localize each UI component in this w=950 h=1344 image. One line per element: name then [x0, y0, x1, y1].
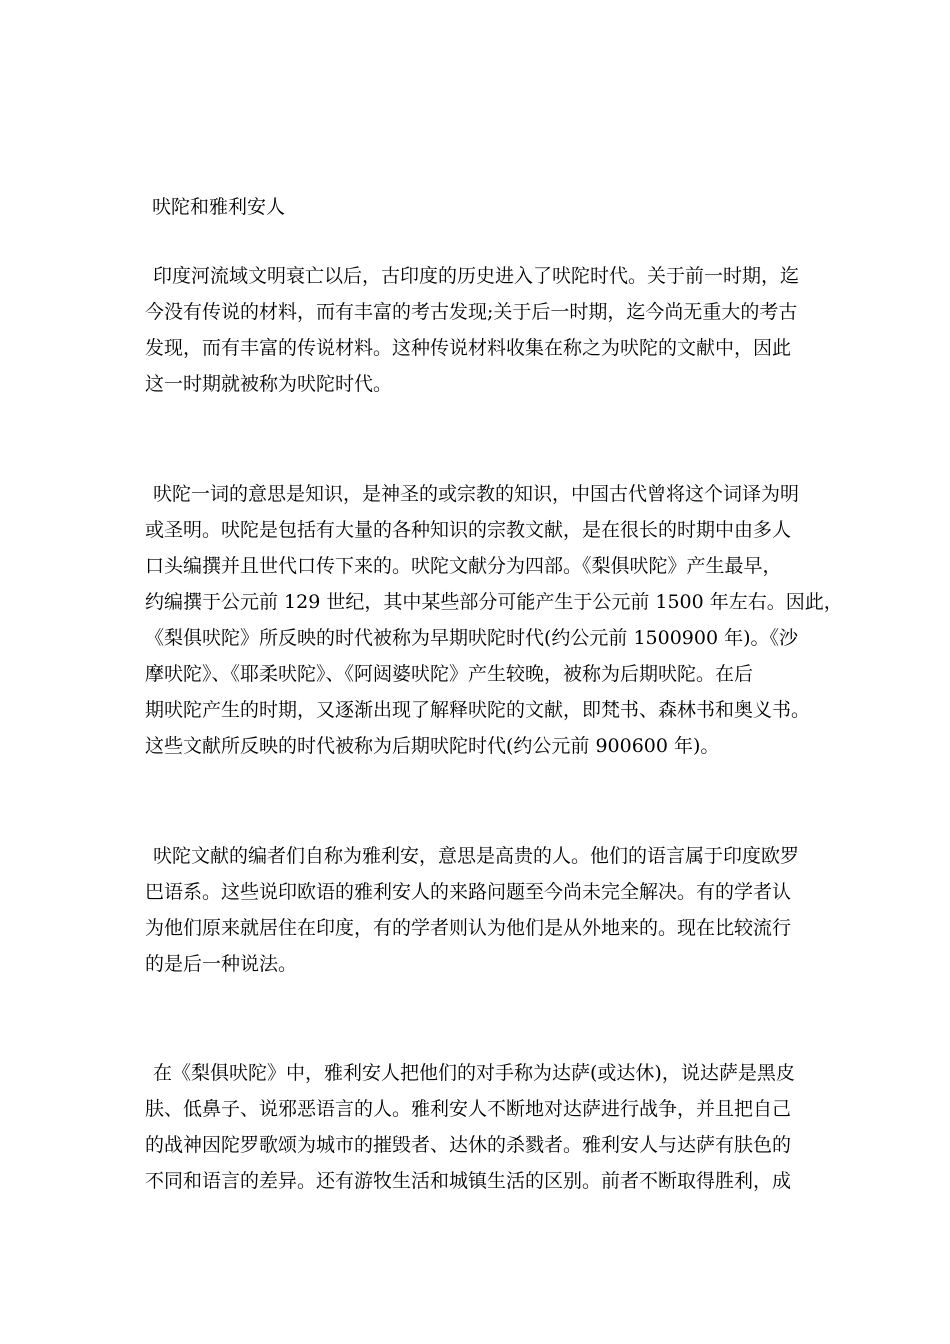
paragraph-2: [145, 476, 843, 764]
paragraph-line: 不同和语言的差异。还有游牧生活和城镇生活的区别。前者不断取得胜利，成: [145, 1170, 792, 1192]
paragraph-line: 约编撰于公元前 129 世纪，其中某些部分可能产生于公元前 1500 年左右。因此，: [145, 591, 843, 613]
paragraph-line: 这一时期就被称为吠陀时代。: [145, 373, 393, 395]
document-title: 吠陀和雅利安人: [152, 196, 286, 218]
paragraph-line: 期吠陀产生的时期，又逐渐出现了解释吠陀的文献，即梵书、森林书和奥义书。: [145, 699, 811, 721]
paragraph-line: 或圣明。吠陀是包括有大量的各种知识的宗教文献，是在很长的时期中由多人: [145, 519, 792, 541]
paragraph-line: 发现，而有丰富的传说材料。这种传说材料收集在称之为吠陀的文献中，因此: [145, 337, 792, 359]
paragraph-line: 的是后一种说法。: [145, 953, 298, 975]
paragraph-3: [145, 838, 805, 982]
paragraph-line: 今没有传说的材料，而有丰富的考古发现;关于后一时期，迄今尚无重大的考古: [145, 301, 798, 323]
paragraph-line: 吠陀文献的编者们自称为雅利安，意思是高贵的人。他们的语言属于印度欧罗: [153, 845, 800, 867]
paragraph-line: 《梨俱吠陀》所反映的时代被称为早期吠陀时代(约公元前 1500900 年)。《沙: [145, 627, 799, 649]
paragraph-line: 口头编撰并且世代口传下来的。吠陀文献分为四部。《梨俱吠陀》产生最早，: [145, 555, 782, 577]
paragraph-line: 为他们原来就居住在印度，有的学者则认为他们是从外地来的。现在比较流行: [145, 917, 792, 939]
paragraph-line: 吠陀一词的意思是知识，是神圣的或宗教的知识，中国古代曾将这个词译为明: [153, 483, 800, 505]
paragraph-line: 的战神因陀罗歌颂为城市的摧毁者、达休的杀戮者。雅利安人与达萨有肤色的: [145, 1134, 792, 1156]
paragraph-line: 这些文献所反映的时代被称为后期吠陀时代(约公元前 900600 年)。: [145, 735, 720, 757]
paragraph-line: 印度河流域文明衰亡以后，古印度的历史进入了吠陀时代。关于前一时期，迄: [153, 265, 800, 287]
paragraph-line: 在《梨俱吠陀》中，雅利安人把他们的对手称为达萨(或达休)，说达萨是黑皮: [153, 1062, 795, 1084]
paragraph-line: 肤、低鼻子、说邪恶语言的人。雅利安人不断地对达萨进行战争，并且把自己: [145, 1098, 792, 1120]
paragraph-1: [145, 258, 805, 402]
paragraph-4: [145, 1055, 805, 1199]
paragraph-line: 摩吠陀》、《耶柔吠陀》、《阿闼婆吠陀》产生较晚，被称为后期吠陀。在后: [145, 663, 754, 685]
paragraph-line: 巴语系。这些说印欧语的雅利安人的来路问题至今尚未完全解决。有的学者认: [145, 881, 792, 903]
